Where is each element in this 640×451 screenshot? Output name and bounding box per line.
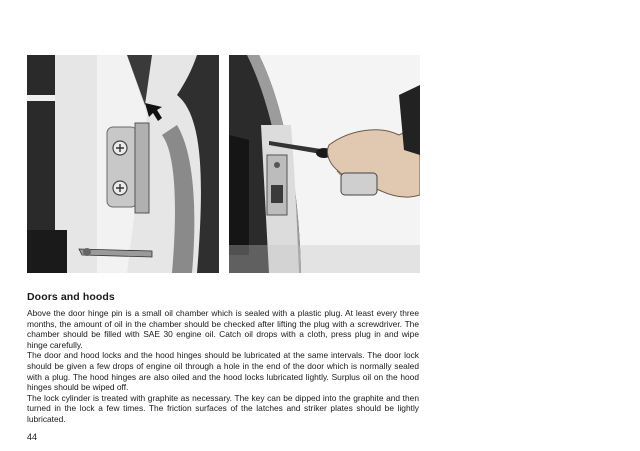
door-lock-oiling-photo	[229, 55, 420, 273]
paragraph-lock-cylinder: The lock cylinder is treated with graphite as necessary. The key can be dipped into the graphite and then turned in the lock a few times. The friction surfaces of the latches and striker plates should be lightly lubricated.	[27, 392, 419, 424]
paragraph-hinge-oiling: Above the door hinge pin is a small oil chamber which is sealed with a plastic plug. At least every three months, the amount of oil in the chamber should be checked after lifting the plug with a screwdriver. The chamber should be filled with SAE 30 engine oil. Catch oil drops with a cloth, press plug in and wipe hinge carefully.	[27, 308, 419, 350]
page-number: 44	[27, 432, 38, 442]
paragraph-locks-hinges: The door and hood locks and the hood hinges should be lubricated at the same intervals. The door lock should be given a few drops of engine oil through a hole in the end of the door which is normally sealed with a plug. The hood hinges are also oiled and the hood locks lubricated lightly. Surplus oil on the hood hinges should be wiped off.	[27, 350, 419, 393]
door-hinge-photo	[27, 55, 219, 273]
section-body	[27, 308, 419, 425]
section-heading: Doors and hoods	[27, 291, 115, 303]
